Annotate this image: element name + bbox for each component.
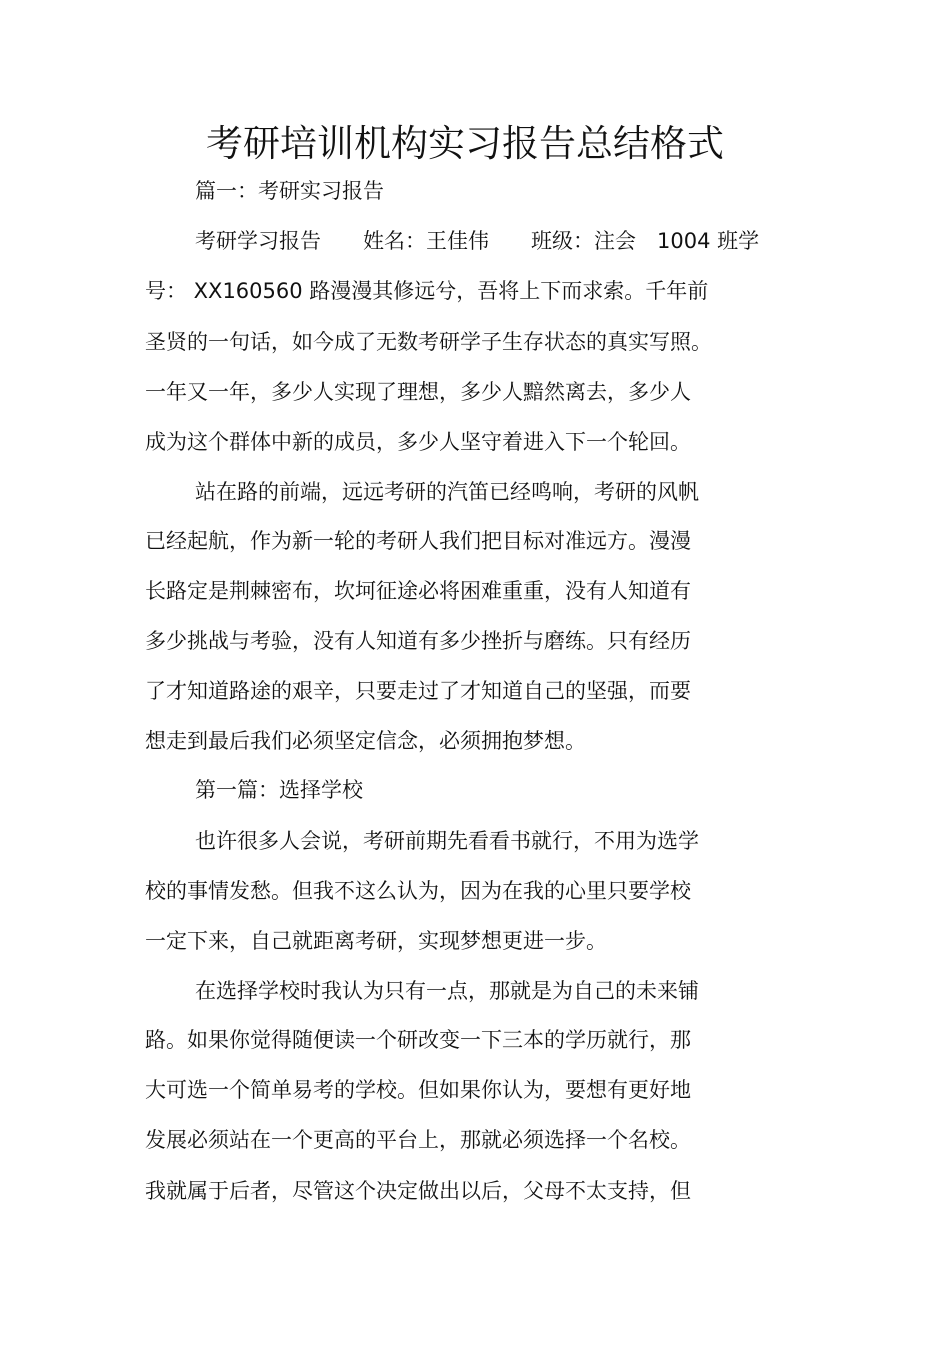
document-title: 考研培训机构实习报告总结格式 <box>206 122 724 165</box>
paragraph-line: 路。如果你觉得随便读一个研改变一下三本的学历就行，那 <box>145 1028 691 1052</box>
paragraph-line: 长路定是荆棘密布，坎坷征途必将困难重重，没有人知道有 <box>145 579 691 603</box>
paragraph-line: 我就属于后者，尽管这个决定做出以后，父母不太支持，但 <box>145 1179 691 1203</box>
paragraph-line: 考研学习报告 姓名：王佳伟 班级：注会 1004 班学 <box>195 229 760 253</box>
paragraph-line: 多少挑战与考验，没有人知道有多少挫折与磨练。只有经历 <box>145 629 691 653</box>
paragraph-line: 也许很多人会说，考研前期先看看书就行，不用为选学 <box>195 829 699 853</box>
section-heading: 篇一：考研实习报告 <box>195 179 384 203</box>
paragraph-line: 在选择学校时我认为只有一点，那就是为自己的未来铺 <box>195 979 699 1003</box>
paragraph-line: 校的事情发愁。但我不这么认为，因为在我的心里只要学校 <box>145 879 691 903</box>
paragraph-line: 号： XX160560 路漫漫其修远兮，吾将上下而求索。千年前 <box>145 279 709 303</box>
paragraph-line: 发展必须站在一个更高的平台上，那就必须选择一个名校。 <box>145 1128 691 1152</box>
paragraph-line: 了才知道路途的艰辛，只要走过了才知道自己的坚强，而要 <box>145 679 691 703</box>
paragraph-line: 大可选一个简单易考的学校。但如果你认为，要想有更好地 <box>145 1078 691 1102</box>
paragraph-line: 成为这个群体中新的成员，多少人坚守着进入下一个轮回。 <box>145 430 691 454</box>
paragraph-line: 圣贤的一句话，如今成了无数考研学子生存状态的真实写照。 <box>145 330 712 354</box>
paragraph-line: 站在路的前端，远远考研的汽笛已经鸣响，考研的风帆 <box>195 480 699 504</box>
paragraph-line: 已经起航，作为新一轮的考研人我们把目标对准远方。漫漫 <box>145 529 691 553</box>
paragraph-line: 一定下来，自己就距离考研，实现梦想更进一步。 <box>145 929 607 953</box>
section-heading: 第一篇：选择学校 <box>195 778 363 802</box>
paragraph-line: 想走到最后我们必须坚定信念，必须拥抱梦想。 <box>145 729 586 753</box>
paragraph-line: 一年又一年，多少人实现了理想，多少人黯然离去，多少人 <box>145 380 691 404</box>
